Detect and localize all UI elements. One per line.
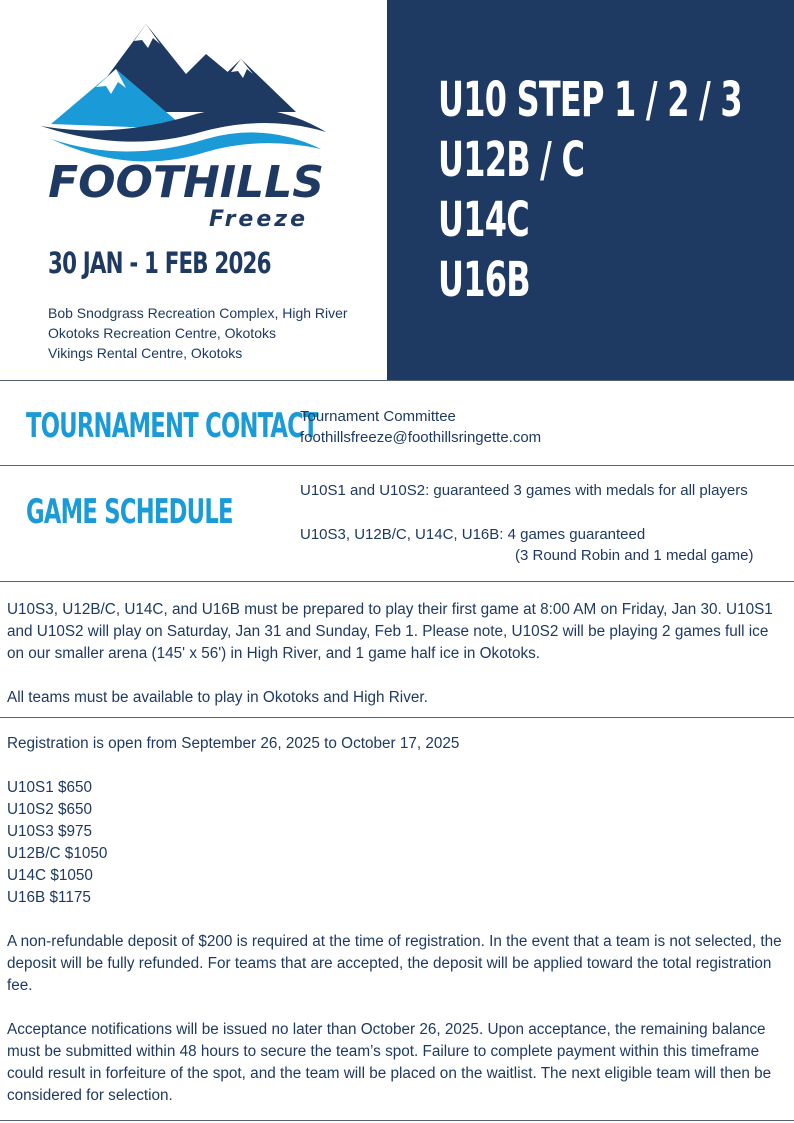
section-divider <box>0 581 794 582</box>
fee-item: U10S2 $650 <box>7 801 93 818</box>
division-item: U14C <box>438 192 529 248</box>
fee-item: U10S1 $650 <box>7 779 93 796</box>
division-item: U16B <box>438 252 530 308</box>
fee-item: U10S3 $975 <box>7 823 93 840</box>
deposit-paragraph: A non-refundable deposit of $200 is required at the time of registration. In the event that a team is not selected, the deposit will be fully refunded. For teams that are accepted, the deposit will be applied toward the total registration fee. <box>7 933 782 994</box>
header <box>0 0 794 380</box>
play-info-paragraph: U10S3, U12B/C, U14C, and U16B must be prepared to play their first game at 8:00 AM on Friday, Jan 30. U10S1 and U10S2 will play on Saturday, Jan 31 and Sunday, Feb 1. Please note, U10S2 will be playing 2 games full ice on our smaller arena (145' x 56') in High River, and 1 game half ice in Okotoks. <box>7 601 773 662</box>
contact-name: Tournament Committee <box>300 408 456 425</box>
availability-paragraph: All teams must be available to play in Okotoks and High River. <box>7 689 428 706</box>
logo-tagline: Freeze <box>208 207 308 232</box>
venue-item: Bob Snodgrass Recreation Complex, High River <box>48 305 348 321</box>
division-item: U10 STEP 1 / 2 / 3 <box>438 72 742 128</box>
venue-list <box>48 303 348 363</box>
fee-item: U14C $1050 <box>7 867 93 884</box>
schedule-line-u10s1-s2: U10S1 and U10S2: guaranteed 3 games with medals for all players <box>300 482 748 499</box>
schedule-line-note: (3 Round Robin and 1 medal game) <box>515 547 754 564</box>
schedule-line-others: U10S3, U12B/C, U14C, U16B: 4 games guaranteed <box>300 526 646 543</box>
contact-email[interactable]: foothillsfreeze@foothillsringette.com <box>300 429 542 446</box>
contact-heading: TOURNAMENT CONTACT <box>26 406 318 446</box>
fee-list <box>7 777 782 909</box>
event-dates: 30 JAN - 1 FEB 2026 <box>48 246 271 280</box>
play-info-section <box>7 599 782 709</box>
fee-item: U12B/C $1050 <box>7 845 108 862</box>
acceptance-paragraph: Acceptance notifications will be issued no later than October 26, 2025. Upon acceptance, the remaining balance must be submitted within 48 hours to secure the team’s spot. Failure to complete payment within this timeframe could result in forfeiture of the spot, and the team will be placed on the waitlist. The next eligible team will then be considered for selection. <box>7 1021 772 1104</box>
division-item: U12B / C <box>438 132 585 188</box>
foothills-freeze-logo <box>36 14 336 234</box>
section-divider <box>0 465 794 466</box>
section-divider <box>0 1120 794 1121</box>
venue-item: Vikings Rental Centre, Okotoks <box>48 345 243 361</box>
header-left-panel <box>0 0 387 380</box>
contact-details <box>300 406 541 448</box>
section-divider <box>0 380 794 381</box>
venue-item: Okotoks Recreation Centre, Okotoks <box>48 325 276 341</box>
section-divider <box>0 717 794 718</box>
fee-item: U16B $1175 <box>7 889 91 906</box>
registration-section <box>7 733 782 1107</box>
schedule-heading: GAME SCHEDULE <box>26 492 233 532</box>
division-list <box>438 70 794 310</box>
registration-intro: Registration is open from September 26, 2025 to October 17, 2025 <box>7 735 460 752</box>
logo-wordmark: FOOTHILLS <box>48 157 324 208</box>
